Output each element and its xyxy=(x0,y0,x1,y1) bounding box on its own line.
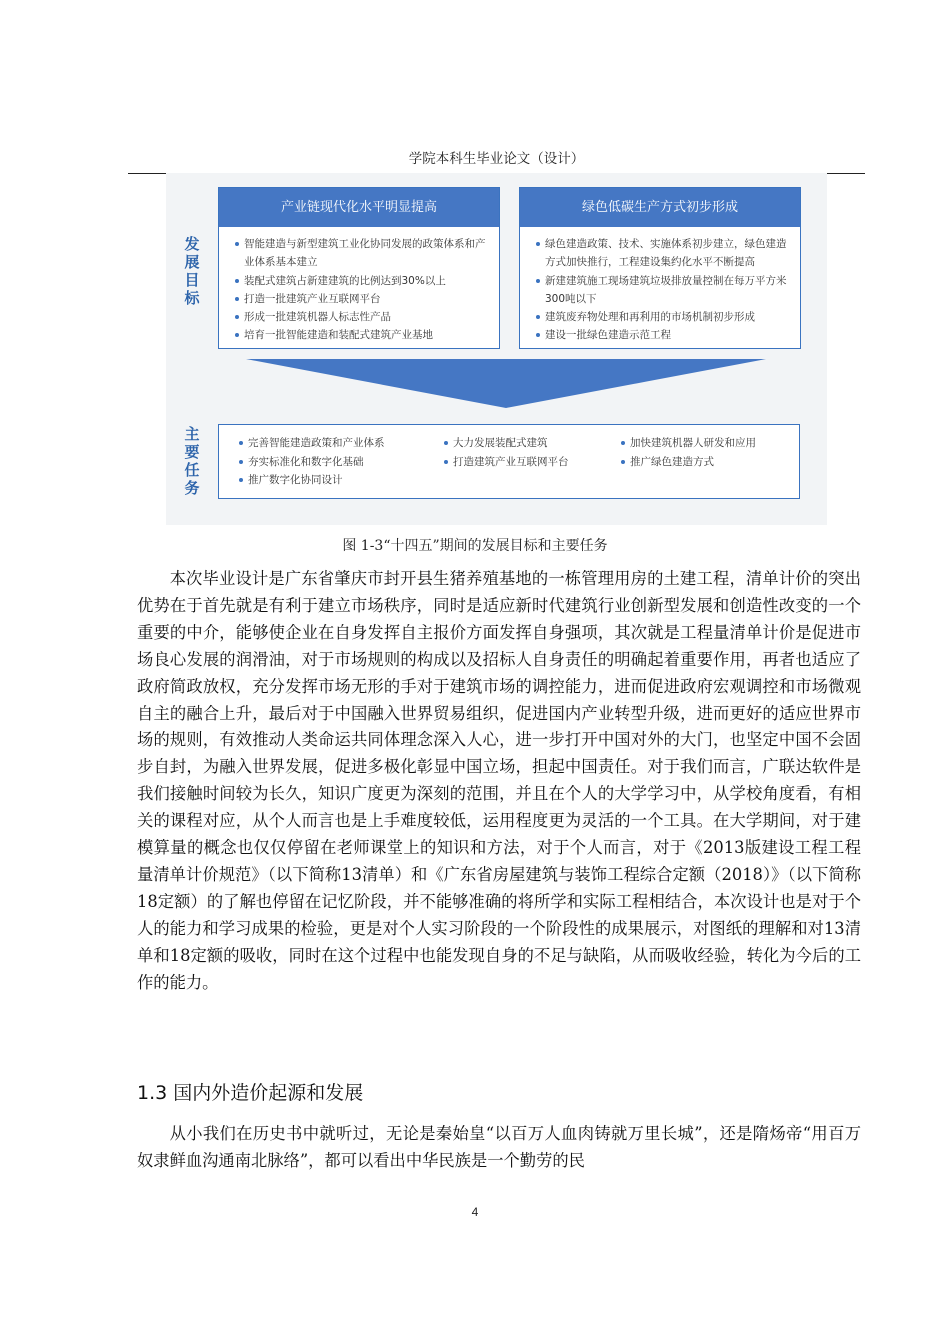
panel-green-low-carbon-title: 绿色低碳生产方式初步形成 xyxy=(520,188,800,227)
down-arrow-icon xyxy=(246,359,766,408)
list-item: 形成一批建筑机器人标志性产品 xyxy=(235,308,487,326)
list-item: 加快建筑机器人研发和应用 xyxy=(621,434,756,453)
panel-green-low-carbon-list xyxy=(520,227,800,345)
figure-caption: 图 1-3“十四五”期间的发展目标和主要任务 xyxy=(342,538,608,554)
tasks-column-2 xyxy=(444,434,569,471)
list-item: 装配式建筑占新建建筑的比例达到30%以上 xyxy=(235,272,487,290)
panel-green-low-carbon xyxy=(519,187,801,349)
paragraph-body-2: 从小我们在历史书中就听过，无论是秦始皇“以百万人血肉铸就万里长城”，还是隋炀帝“用百万奴隶鲜血沟通南北脉络”，都可以看出中华民族是一个勤劳的民 xyxy=(137,1124,861,1170)
panel-industry-chain xyxy=(218,187,500,349)
list-item: 推广绿色建造方式 xyxy=(621,453,756,472)
page-number: 4 xyxy=(471,1205,479,1219)
section-heading: 1.3 国内外造价起源和发展 xyxy=(137,1082,364,1104)
list-item: 绿色建造政策、技术、实施体系初步建立，绿色建造方式加快推行，工程建设集约化水平不断提高 xyxy=(536,235,788,272)
tasks-column-1 xyxy=(239,434,385,490)
list-item: 完善智能建造政策和产业体系 xyxy=(239,434,385,453)
list-item: 夯实标准化和数字化基础 xyxy=(239,453,385,472)
list-item: 智能建造与新型建筑工业化协同发展的政策体系和产业体系基本建立 xyxy=(235,235,487,272)
list-item: 打造一批建筑产业互联网平台 xyxy=(235,290,487,308)
panel-industry-chain-list xyxy=(219,227,499,345)
label-main-tasks: 主要任务 xyxy=(184,425,200,497)
list-item: 培育一批智能建造和装配式建筑产业基地 xyxy=(235,326,487,344)
paragraph-body-1: 本次毕业设计是广东省肇庆市封开县生猪养殖基地的一栋管理用房的土建工程，清单计价的突出优势在于首先就是有利于建立市场秩序，同时是适应新时代建筑行业创新型发展和创造性改变的一个重要的中介，能够使企业在自身发挥自主报价方面发挥自身强项，其次就是工程量清单计价是促进市场良心发展的润滑油，对于市场规则的构成以及招标人自身责任的明确起着重要作用，再者也适应了政府简政放权，充分发挥市场无形的手对于建筑市场的调控能力，进而促进政府宏观调控和市场微观自主的融合上升，最后对于中国融入世界贸易组织，促进国内产业转型升级，进而更好的适应世界市场的规则，有效推动人类命运共同体理念深入人心，进一步打开中国对外的大门，也坚定中国不会固步自封，为融入世界发展，促进多极化彰显中国立场，担起中国责任。对于我们而言，广联达软件是我们接触时间较为长久，知识广度更为深刻的范围，并且在个人的大学学习中，从学校角度看，有相关的课程对应，从个人而言也是上手难度较低，运用程度更为灵活的一个工具。在大学期间，对于建模算量的概念也仅仅停留在老师课堂上的知识和方法，对于个人而言，对于《2013版建设工程工程量清单计价规范》（以下简称13清单）和《广东省房屋建筑与装饰工程综合定额（2018）》（以下简称18定额）的了解也停留在记忆阶段，并不能够准确的将所学和实际工程相结合，本次设计也是对于个人的能力和学习成果的检验，更是对个人实习阶段的一个阶段性的成果展示，对图纸的理解和对13清单和18定额的吸收，同时在这个过程中也能发现自身的不足与缺陷，从而吸收经验，转化为今后的工作的能力。 xyxy=(137,569,861,992)
list-item: 新建建筑施工现场建筑垃圾排放量控制在每万平方米300吨以下 xyxy=(536,272,788,309)
panel-main-tasks xyxy=(218,424,800,499)
page-header: 学院本科生毕业论文（设计） xyxy=(128,147,865,174)
list-item: 推广数字化协同设计 xyxy=(239,471,385,490)
label-development-goals: 发展目标 xyxy=(184,235,200,307)
list-item: 大力发展装配式建筑 xyxy=(444,434,569,453)
list-item: 建筑废弃物处理和再利用的市场机制初步形成 xyxy=(536,308,788,326)
figure-development-goals xyxy=(166,173,827,525)
list-item: 打造建筑产业互联网平台 xyxy=(444,453,569,472)
tasks-column-3 xyxy=(621,434,756,471)
panel-industry-chain-title: 产业链现代化水平明显提高 xyxy=(219,188,499,227)
list-item: 建设一批绿色建造示范工程 xyxy=(536,326,788,344)
